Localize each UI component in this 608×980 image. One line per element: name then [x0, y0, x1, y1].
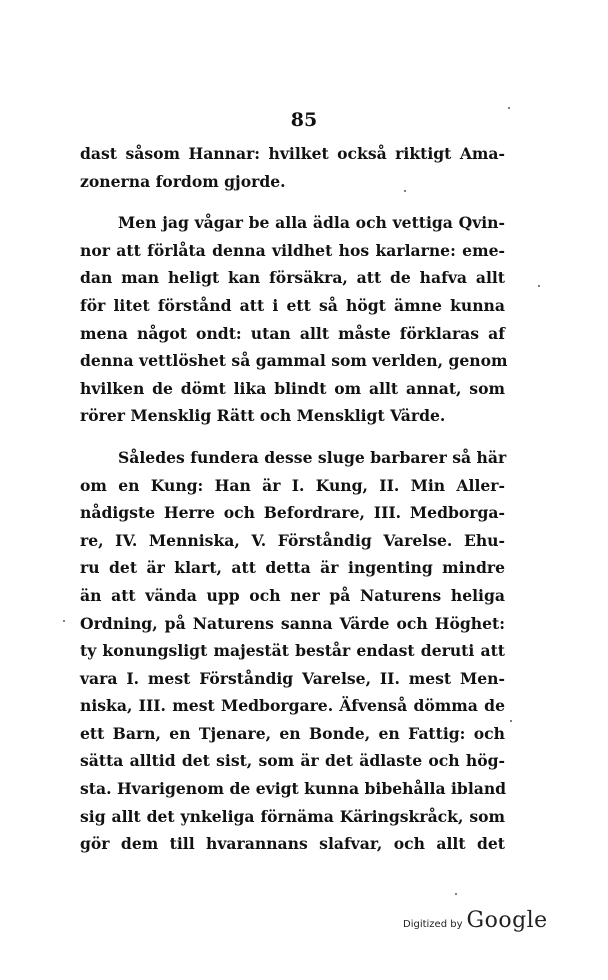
body-text: [80, 140, 508, 858]
text-line: om en Kung: Han är I. Kung, II. Min Aller-: [80, 475, 505, 495]
text-line: niska, III. mest Medborgare. Äfvenså dömma de: [80, 696, 505, 716]
scan-speck: [508, 107, 510, 109]
scan-speck: [538, 285, 540, 287]
page-number: 85: [290, 109, 318, 131]
text-line: re, IV. Menniska, V. Förståndig Varelse. Ehu-: [80, 530, 505, 550]
google-watermark: [403, 908, 548, 933]
text-line: än att vända upp och ner på Naturens heliga: [80, 585, 505, 605]
text-line: för litet förstånd att i ett så högt ämne kunna: [80, 295, 505, 315]
text-line: sätta alltid det sist, som är det ädlaste och hög-: [80, 751, 505, 771]
scan-speck: [455, 893, 457, 895]
text-line: gör dem till hvarannans slafvar, och allt det: [80, 834, 505, 854]
text-line: ru det är klart, att detta är ingenting mindre: [80, 558, 505, 578]
text-line: hvilken de dömt lika blindt om allt annat, som: [80, 378, 505, 398]
text-line: rörer Mensklig Rätt och Menskligt Värde.: [80, 406, 446, 426]
text-line: nor att förlåta denna vildhet hos karlarne: eme-: [80, 240, 505, 260]
text-line: sig allt det ynkeliga förnäma Käringskråck, som: [80, 806, 505, 826]
paragraph-3: [80, 444, 505, 858]
scan-speck: [404, 190, 406, 192]
paragraph-2: [80, 209, 508, 430]
text-line: sta. Hvarigenom de evigt kunna bibehålla ibland: [80, 779, 507, 799]
text-line: dan man heligt kan försäkra, att de hafva allt: [80, 268, 505, 288]
text-line: ty konungsligt majestät består endast deruti att: [80, 641, 505, 661]
text-line: vara I. mest Förståndig Varelse, II. mest Men-: [80, 668, 505, 688]
text-line: Ordning, på Naturens sanna Värde och Höghet:: [80, 613, 505, 633]
text-line: Således fundera desse sluge barbarer så här: [118, 447, 507, 467]
text-line: mena något ondt: utan allt måste förklaras af: [80, 323, 505, 343]
text-line: nådigste Herre och Befordrare, III. Medborga-: [80, 503, 505, 523]
google-logo: Google: [466, 908, 548, 933]
text-line: Men jag vågar be alla ädla och vettiga Qvin-: [118, 213, 505, 233]
scan-speck: [510, 720, 512, 722]
text-line: ett Barn, en Tjenare, en Bonde, en Fattig: och: [80, 723, 505, 743]
text-line: dast såsom Hannar: hvilket också riktigt Ama-: [80, 144, 505, 163]
text-line: zonerna fordom gjorde.: [80, 171, 286, 191]
watermark-prefix: Digitized by: [403, 919, 463, 930]
paragraph-1: [80, 140, 505, 195]
text-line: denna vettlöshet så gammal som verlden, genom: [80, 351, 508, 371]
scan-speck: [63, 620, 65, 622]
